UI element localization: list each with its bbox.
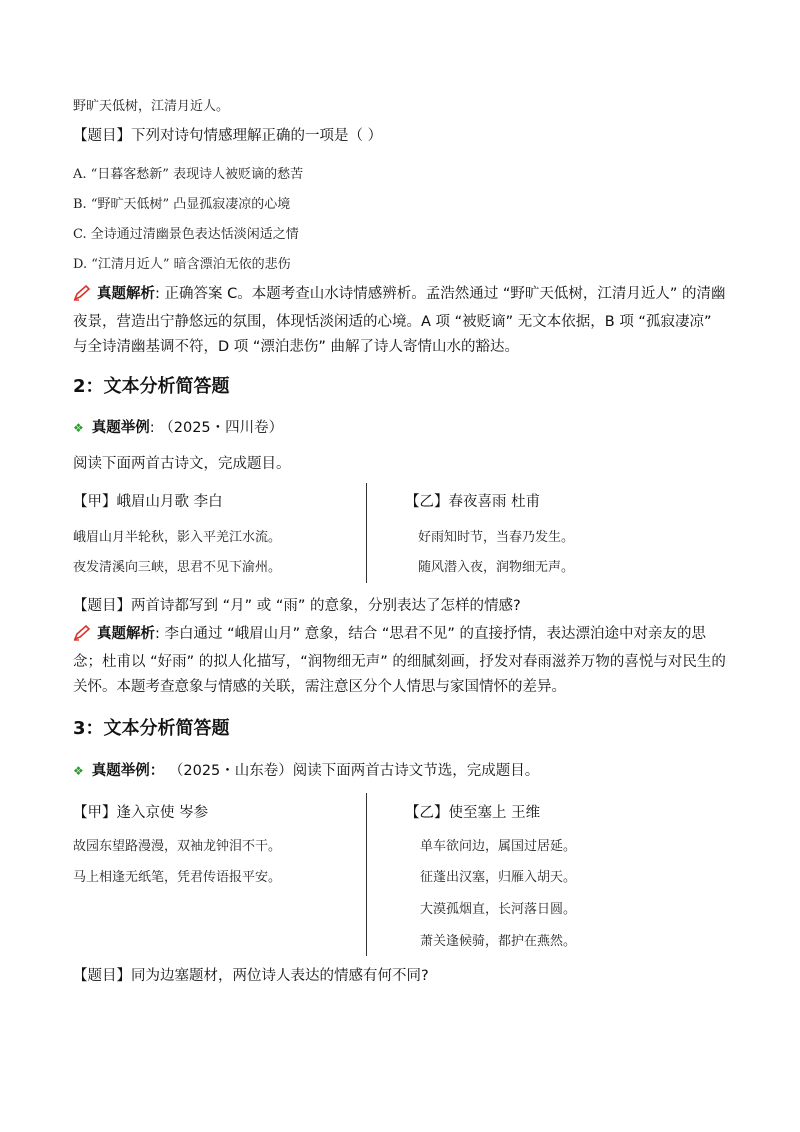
poem-right-title: 【乙】春夜喜雨 杜甫 — [405, 494, 541, 510]
analysis-label: 真题解析 — [97, 626, 155, 642]
poem-left-line: 马上相逢无纸笔，凭君传语报平安。 — [73, 870, 282, 885]
poem-left-line: 夜发清溪向三峡，思君不见下渝州。 — [73, 560, 282, 575]
q1-option-b: B. “野旷天低树” 凸显孤寂凄凉的心境 — [73, 197, 291, 212]
poem-left-line: 故园东望路漫漫，双袖龙钟泪不干。 — [73, 839, 282, 854]
poem-right-line: 征蓬出汉塞，归雁入胡天。 — [420, 870, 577, 885]
q1-option-c: C. 全诗通过清幽景色表达恬淡闲适之情 — [73, 227, 299, 242]
q1-option-a: A. “日暮客愁新” 表现诗人被贬谪的愁苦 — [73, 167, 304, 182]
poem-right-line: 随风潜入夜，润物细无声。 — [418, 560, 575, 575]
section-3-question: 【题目】同为边塞题材，两位诗人表达的情感有何不同? — [73, 968, 429, 984]
pencil-icon — [73, 625, 91, 650]
section-2-question: 【题目】两首诗都写到 “月” 或 “雨” 的意象，分别表达了怎样的情感? — [73, 598, 521, 614]
poem-tail-line: 野旷天低树，江清月近人。 — [73, 99, 230, 114]
example-source: : （2025・四川卷） — [149, 420, 284, 436]
example-label: 真题举例： — [91, 763, 165, 779]
diamond-bullet-icon: ❖ — [73, 764, 84, 778]
column-divider — [366, 793, 367, 956]
section-3-example — [73, 759, 539, 780]
section-2-analysis — [73, 622, 728, 700]
poem-left-line: 峨眉山月半轮秋，影入平羌江水流。 — [73, 530, 282, 545]
pencil-icon — [73, 285, 91, 310]
q1-analysis — [73, 282, 728, 360]
section-2-heading: 2：文本分析简答题 — [73, 376, 230, 397]
analysis-text: : 正确答案 C。本题考查山水诗情感辨析。孟浩然通过 “野旷天低树，江清月近人” 的清幽夜景，营造出宁静悠远的氛围，体现恬淡闲适的心境。A 项 “被贬谪” 无文本依据，B 项 “孤寂凄凉” 与全诗清幽基调不符，D 项 “漂泊悲伤” 曲解了诗人寄情山水的豁达。 — [73, 286, 726, 355]
poem-right-line: 单车欲问边，属国过居延。 — [420, 839, 577, 854]
example-source: （2025・山东卷）阅读下面两首古诗文节选，完成题目。 — [164, 763, 540, 779]
example-label: 真题举例 — [91, 420, 150, 436]
q1-question: 【题目】下列对诗句情感理解正确的一项是（ ） — [73, 128, 383, 144]
diamond-bullet-icon: ❖ — [73, 421, 84, 435]
section-2-example — [73, 416, 283, 437]
column-divider — [366, 483, 367, 583]
section-2-instruction: 阅读下面两首古诗文，完成题目。 — [73, 456, 291, 472]
poem-left-title: 【甲】峨眉山月歌 李白 — [73, 494, 223, 510]
section-3-heading: 3：文本分析简答题 — [73, 718, 230, 739]
poem-right-title: 【乙】使至塞上 王维 — [405, 805, 541, 821]
analysis-label: 真题解析 — [97, 286, 155, 302]
analysis-text: : 李白通过 “峨眉山月” 意象，结合 “思君不见” 的直接抒情，表达漂泊途中对亲友的思念；杜甫以 “好雨” 的拟人化描写，“润物细无声” 的细腻刻画，抒发对春雨滋养万物的喜悦与对民生的关怀。本题考查意象与情感的关联，需注意区分个人情思与家国情怀的差异。 — [73, 626, 726, 695]
poem-right-line: 萧关逢候骑，都护在燕然。 — [420, 934, 577, 949]
q1-option-d: D. “江清月近人” 暗含漂泊无依的悲伤 — [73, 257, 291, 272]
poem-left-title: 【甲】逢入京使 岑参 — [73, 805, 209, 821]
poem-right-line: 大漠孤烟直，长河落日圆。 — [420, 902, 577, 917]
poem-right-line: 好雨知时节，当春乃发生。 — [418, 530, 575, 545]
